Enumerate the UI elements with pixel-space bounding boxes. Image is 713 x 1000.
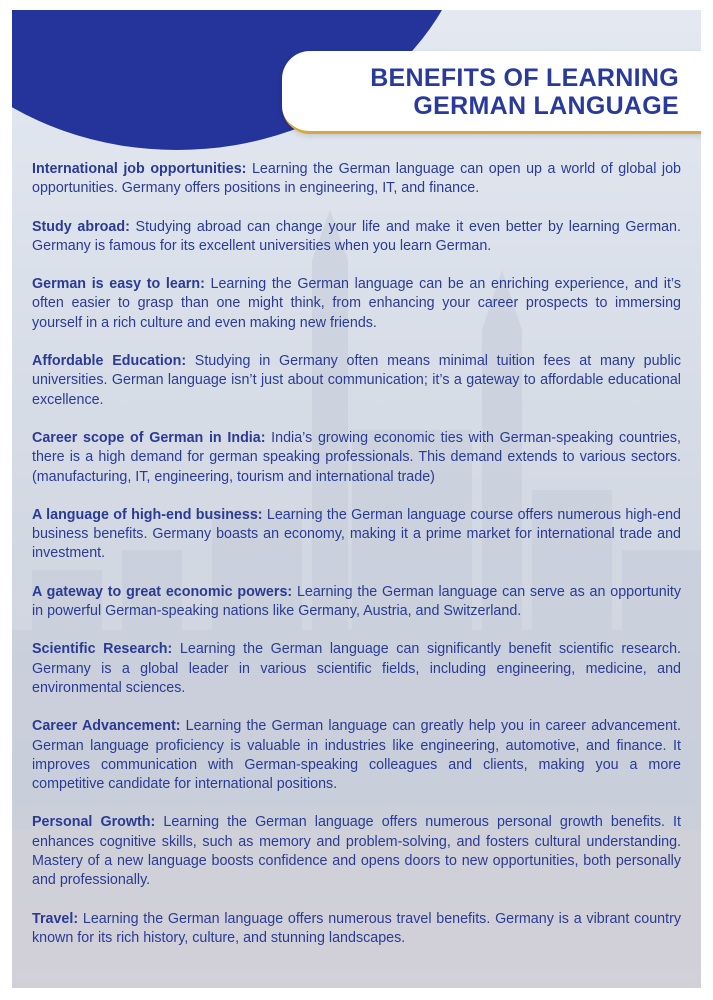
benefit-paragraph	[32, 160, 681, 199]
benefit-heading: A language of high-end business:	[32, 506, 263, 523]
title-line-1: BENEFITS OF LEARNING	[370, 64, 679, 92]
benefit-text: Learning the German language offers numerous travel benefits. Germany is a vibrant country known for its rich history, culture, and stunning landscapes.	[32, 910, 681, 946]
benefit-text: Learning the German language can significantly benefit scientific research. Germany is a global leader in various scientific fields, including engineering, medicine, and environmental sciences.	[32, 641, 681, 696]
benefit-paragraph	[32, 640, 681, 698]
document-page	[12, 10, 701, 988]
benefit-paragraph	[32, 218, 681, 257]
benefit-paragraph	[32, 813, 681, 890]
benefit-text: Learning the German language course offers numerous high-end business benefits. Germany boasts an economy, making it a prime market for international trade and investment.	[32, 506, 681, 562]
benefit-heading: A gateway to great economic powers:	[32, 583, 293, 600]
benefit-heading: Career scope of German in India:	[32, 429, 266, 446]
benefit-paragraph	[32, 352, 681, 410]
benefit-text: Learning the German language offers numerous personal growth benefits. It enhances cognitive skills, such as memory and problem-solving, and fosters cultural understanding. Mastery of a new language boosts confidence and opens doors to new opportunities, both personally and professionally.	[32, 814, 681, 889]
page-title	[279, 64, 679, 120]
benefit-heading: Personal Growth:	[32, 814, 156, 831]
benefit-paragraph	[32, 429, 681, 487]
benefit-heading: Career Advancement:	[32, 718, 181, 735]
benefit-heading: Affordable Education:	[32, 353, 187, 370]
benefit-paragraph	[32, 275, 681, 333]
benefit-heading: Travel:	[32, 910, 79, 927]
benefit-paragraph	[32, 910, 681, 949]
title-line-2: GERMAN LANGUAGE	[413, 92, 679, 120]
benefit-heading: Study abroad:	[32, 218, 130, 235]
benefit-paragraph	[32, 717, 681, 794]
benefit-heading: Scientific Research:	[32, 641, 173, 658]
benefit-paragraph	[32, 506, 681, 564]
benefits-list	[32, 160, 681, 967]
benefit-text: Learning the German language can serve as an opportunity in powerful German-speaking nations like Germany, Austria, and Switzerland.	[32, 583, 681, 620]
benefit-text: Learning the German language can greatly help you in career advancement. German language proficiency is valuable in industries like engineering, automotive, and finance. It improves communication with German-speaking colleagues and clients, making you a more competitive candidate for international positions.	[32, 718, 682, 793]
benefit-text: Learning the German language can be an enriching experience, and it’s often easier to grasp than one might think, from enhancing your career prospects to immersing yourself in a rich culture and even making new friends.	[32, 276, 681, 331]
benefit-text: Learning the German language can open up a world of global job opportunities. Germany offers positions in engineering, IT, and finance.	[32, 161, 682, 197]
benefit-heading: International job opportunities:	[32, 161, 247, 177]
benefit-text: Studying in Germany often means minimal tuition fees at many public universities. German language isn’t just about communication; it’s a gateway to affordable educational excellence.	[32, 353, 681, 408]
benefit-text: India’s growing economic ties with German-speaking countries, there is a high demand for german speaking professionals. This demand extends to various sectors. (manufacturing, IT, engineering, tourism and international trade)	[32, 429, 681, 485]
benefit-paragraph	[32, 583, 681, 622]
benefit-text: Studying abroad can change your life and make it even better by learning German. Germany is famous for its excellent universities when you learn German.	[32, 218, 681, 254]
benefit-heading: German is easy to learn:	[32, 276, 205, 293]
